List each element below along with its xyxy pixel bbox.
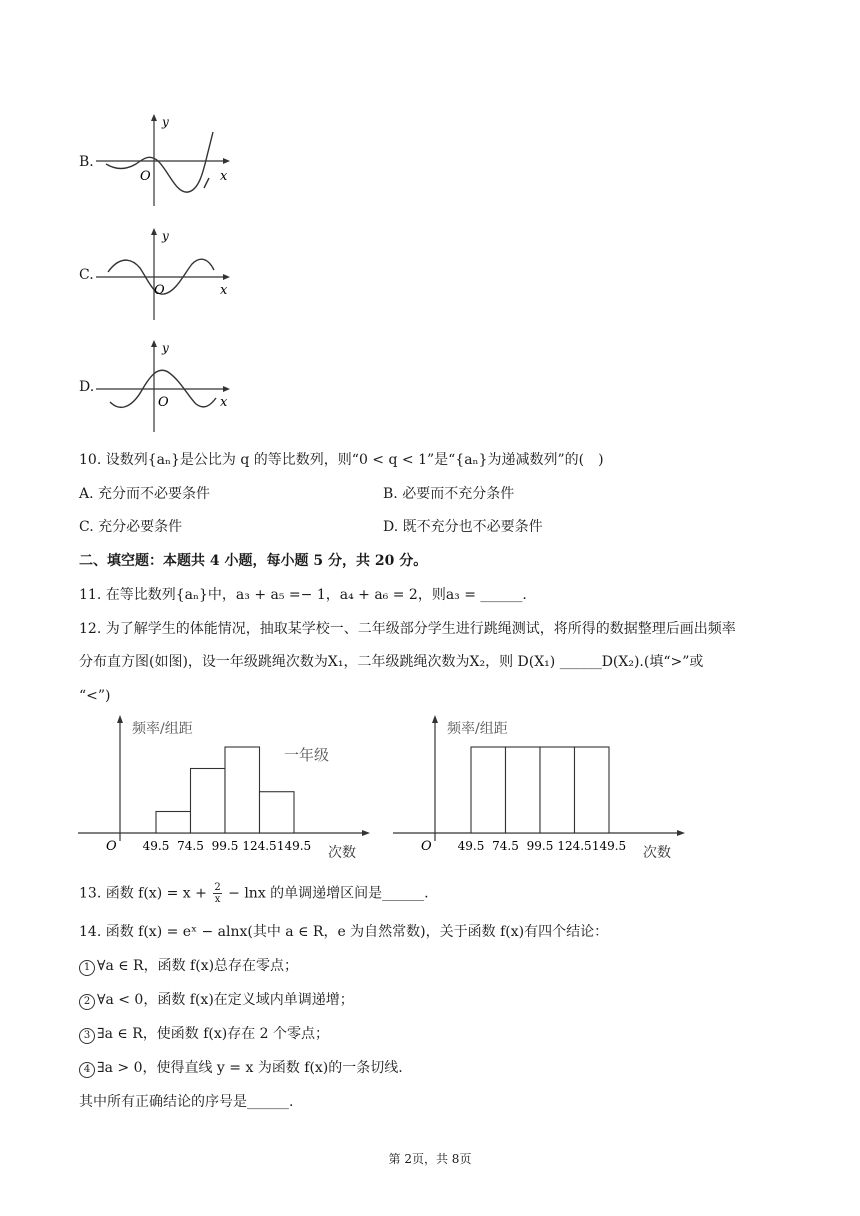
section-heading: 二、填空题：本题共 4 小题，每小题 5 分，共 20 分。	[79, 553, 428, 569]
x-tick-label: 74.5	[177, 839, 204, 853]
x-tick-label: 74.5	[492, 839, 519, 853]
q13-suffix: − lnx 的单调递增区间是______.	[223, 885, 429, 902]
option-d-origin: O	[158, 395, 169, 410]
option-d-y-label: y	[162, 341, 169, 355]
q14-item-4	[79, 1058, 403, 1078]
x-axis-label: 次数	[328, 845, 356, 861]
option-c-y-label: y	[162, 229, 169, 243]
q14-item-2	[79, 990, 354, 1010]
option-b-y-label: y	[162, 115, 169, 129]
histogram-grade-1	[70, 708, 380, 868]
q10-option-b: B. 必要而不充分条件	[383, 486, 515, 502]
x-axis-arrow	[677, 830, 685, 836]
origin-label: O	[106, 839, 117, 854]
option-b-graph	[92, 108, 242, 208]
option-b-x-label: x	[220, 169, 228, 184]
q10-option-d: D. 既不充分也不必要条件	[383, 519, 543, 535]
chart-title: 一年级	[284, 746, 330, 764]
x-tick-label: 149.5	[591, 839, 627, 853]
q14-item-2-number: 2	[79, 994, 95, 1010]
option-b-letter: B.	[79, 154, 94, 170]
option-d-graph	[92, 334, 242, 434]
x-tick-label: 149.5	[276, 839, 312, 853]
option-c-origin: O	[154, 283, 165, 298]
histogram-bar	[260, 792, 295, 833]
histogram-bar	[575, 747, 610, 833]
x-axis-arrow	[362, 830, 370, 836]
histogram-bar	[506, 747, 541, 833]
y-axis-label: 频率/组距	[132, 721, 193, 737]
y-axis-label: 频率/组距	[447, 721, 508, 737]
option-b-origin: O	[140, 169, 151, 184]
origin-label: O	[421, 839, 432, 854]
y-axis-arrow	[117, 715, 123, 723]
q13-text	[79, 882, 429, 905]
q14-item-3-text: ∃a ∈ R，使函数 f(x)存在 2 个零点；	[97, 1026, 330, 1042]
x-tick-label: 124.5	[557, 839, 592, 853]
x-tick-label: 124.5	[242, 839, 277, 853]
q14-item-3	[79, 1024, 329, 1044]
q14-item-2-text: ∀a < 0，函数 f(x)在定义域内单调递增；	[97, 992, 354, 1008]
q13-fraction	[213, 882, 221, 905]
histogram-bar	[540, 747, 575, 833]
option-d-x-label: x	[220, 395, 228, 410]
q14-item-1-number: 1	[79, 960, 95, 976]
histogram-bar	[156, 812, 191, 834]
q13-frac-den: x	[214, 894, 221, 905]
histogram-bar	[225, 747, 260, 833]
option-c-letter: C.	[79, 267, 94, 283]
q12-line-1: 12. 为了解学生的体能情况，抽取某学校一、二年级部分学生进行跳绳测试，将所得的数据整理后画出频率	[79, 621, 736, 637]
q12-line-3: “<”)	[79, 688, 111, 704]
q14-item-4-number: 4	[79, 1062, 95, 1078]
q14-conclusion: 其中所有正确结论的序号是______.	[79, 1094, 294, 1110]
x-tick-label: 99.5	[211, 839, 239, 853]
histogram-bar	[191, 769, 226, 834]
option-c-graph	[92, 222, 242, 322]
q13-frac-num: 2	[214, 882, 221, 893]
q13-prefix: 13. 函数 f(x) = x +	[79, 885, 212, 902]
q10-option-a: A. 充分而不必要条件	[79, 486, 211, 502]
x-axis-label: 次数	[643, 845, 671, 861]
q14-item-3-number: 3	[79, 1028, 95, 1044]
y-axis-arrow	[432, 715, 438, 723]
x-tick-label: 49.5	[457, 839, 485, 853]
option-d-letter: D.	[79, 379, 95, 395]
x-tick-label: 99.5	[526, 839, 554, 853]
histogram-bar	[471, 747, 506, 833]
page-footer: 第 2页，共 8页	[388, 1152, 472, 1166]
q10-stem: 10. 设数列{aₙ}是公比为 q 的等比数列，则“0 < q < 1”是“{aₙ}为递减数列”的( )	[79, 452, 604, 468]
q11-text: 11. 在等比数列{aₙ}中，a₃ + a₅ =− 1，a₄ + a₆ = 2，则a₃ = ______.	[79, 587, 527, 603]
q14-item-1-text: ∀a ∈ R，函数 f(x)总存在零点；	[97, 958, 299, 974]
histogram-grade-2	[385, 708, 695, 868]
q14-item-1	[79, 956, 298, 976]
q12-line-2: 分布直方图(如图)，设一年级跳绳次数为X₁，二年级跳绳次数为X₂，则 D(X₁) ______D(X₂).(填“>”或	[79, 654, 704, 670]
x-tick-label: 49.5	[142, 839, 170, 853]
option-c-x-label: x	[220, 283, 228, 298]
q14-stem: 14. 函数 f(x) = eˣ − alnx(其中 a ∈ R，e 为自然常数)，关于函数 f(x)有四个结论：	[79, 924, 609, 940]
q10-option-c: C. 充分必要条件	[79, 519, 183, 535]
q14-item-4-text: ∃a > 0，使得直线 y = x 为函数 f(x)的一条切线.	[97, 1060, 403, 1076]
